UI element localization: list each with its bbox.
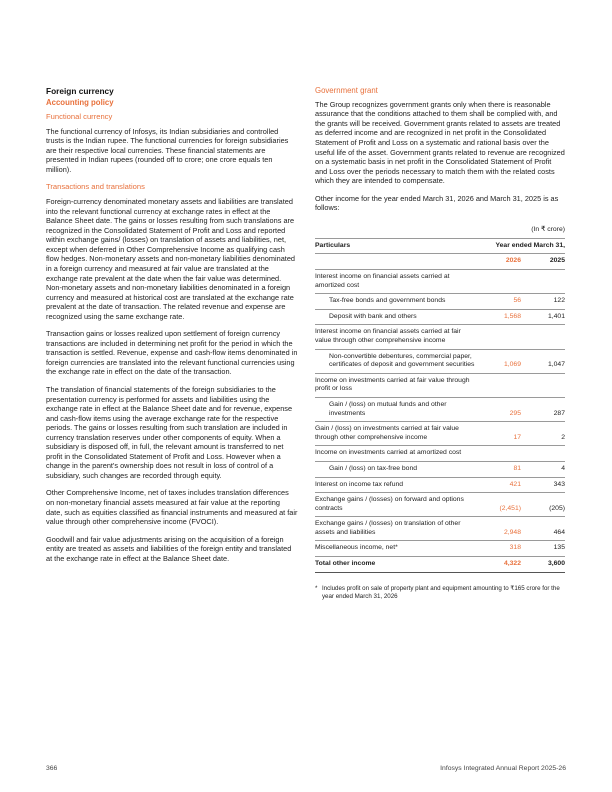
right-column (315, 86, 565, 601)
paragraph: Other Comprehensive Income, net of taxes includes translation differences on non-monetary financial assets measured at fair value at the reporting date, such as equities classified as financial instruments and measured at fair value through other comprehensive income (FVOCI). (46, 488, 298, 527)
table-header-row (315, 238, 565, 254)
row-label: Gain / (loss) on mutual funds and other investments (315, 397, 477, 421)
row-value-2025: 122 (521, 294, 565, 310)
row-value-2025 (521, 373, 565, 397)
table-row (315, 517, 565, 541)
table-row (315, 309, 565, 325)
row-label: Income on investments carried at fair value through profit or loss (315, 373, 477, 397)
row-value-2026: 421 (477, 477, 521, 493)
row-value-2026 (477, 446, 521, 462)
table-row (315, 373, 565, 397)
total-value-2025: 3,600 (521, 557, 565, 573)
row-value-2026: 2,948 (477, 517, 521, 541)
row-label: Gain / (loss) on tax-free bond (315, 461, 477, 477)
table-row (315, 270, 565, 294)
row-value-2026: 295 (477, 397, 521, 421)
row-value-2026: 1,069 (477, 349, 521, 373)
report-title: Infosys Integrated Annual Report 2025-26 (440, 765, 566, 772)
row-label: Deposit with bank and others (315, 309, 477, 325)
year-2025-header: 2025 (521, 254, 565, 270)
page-number: 366 (46, 765, 58, 772)
unit-label: (In ₹ crore) (531, 225, 565, 233)
table-row (315, 477, 565, 493)
row-value-2026: (2,451) (477, 493, 521, 517)
footnote-text: Includes profit on sale of property plant and equipment amounting to ₹165 crore for the year ended March 31, 2026 (321, 584, 560, 600)
row-label: Interest income on financial assets carried at fair value through other comprehensive income (315, 325, 477, 349)
row-label: Income on investments carried at amortized cost (315, 446, 477, 462)
row-value-2026 (477, 325, 521, 349)
row-value-2025: 2 (521, 422, 565, 446)
row-label: Tax-free bonds and government bonds (315, 294, 477, 310)
table-row (315, 349, 565, 373)
total-row (315, 557, 565, 573)
table-row (315, 422, 565, 446)
row-value-2025: 1,047 (521, 349, 565, 373)
table-row (315, 541, 565, 557)
footnote (315, 585, 565, 601)
row-value-2026 (477, 270, 521, 294)
other-income-intro: Other income for the year ended March 31, 2026 and March 31, 2025 is as follows: (315, 193, 559, 213)
paragraph: Goodwill and fair value adjustments arising on the acquisition of a foreign entity are treated as assets and liabilities of the foreign entity and translated at the exchange rate in effect at the Balance Sheet date. (46, 534, 292, 563)
row-value-2025 (521, 325, 565, 349)
row-value-2026: 318 (477, 541, 521, 557)
row-value-2025: 464 (521, 517, 565, 541)
table-row (315, 294, 565, 310)
paragraph: Foreign-currency denominated monetary assets and liabilities are translated into the relevant functional currency at exchange rates in effect at the Balance Sheet date. The gains or losses resulting from such translations are recognized in the Consolidated Statement of Profit and Loss and reported within exchange gains/ (losses) on translation of assets and liabilities, net, except when deferred in Other Comprehensive Income as qualifying cash flow hedges. Non-monetary assets and non-monetary liabilities denominated in a foreign currency and measured at fair value are translated at the exchange rate prevalent at the date when the fair value was determined. Non-monetary assets and non-monetary liabilities denominated in a foreign currency and measured at historical cost are translated at the exchange rate prevalent at the date of transaction. The related revenue and expense are recognized using the same exchange rate. (46, 197, 296, 321)
year-2026-header: 2026 (477, 254, 521, 270)
row-value-2025: 4 (521, 461, 565, 477)
foreign-currency-heading: Foreign currency (46, 86, 114, 96)
paragraph: The translation of financial statements of the foreign subsidiaries to the presentation currency is performed for assets and liabilities using the exchange rate in effect at the Balance Sheet date and for revenue, expense and cash-flow items using the average exchange rate for the respective periods. The gains or losses resulting from such translation are included in currency translation reserves under other components of equity. When a subsidiary is disposed off, in full, the relevant amount is transferred to net profit in the Consolidated Statement of Profit and Loss. However when a change in the parent's ownership does not result in loss of control of a subsidiary, such changes are recorded through equity. (46, 384, 293, 480)
government-grant-heading: Government grant (315, 86, 378, 95)
row-value-2025: 135 (521, 541, 565, 557)
table-row (315, 446, 565, 462)
table-row (315, 461, 565, 477)
particulars-header: Particulars (315, 238, 477, 254)
row-value-2025 (521, 446, 565, 462)
period-header: Year ended March 31, (477, 238, 565, 254)
row-value-2026: 1,568 (477, 309, 521, 325)
transactions-translations-title: Transactions and translations (46, 182, 145, 192)
total-value-2026: 4,322 (477, 557, 521, 573)
row-label: Interest income on financial assets carried at amortized cost (315, 270, 477, 294)
table-row (315, 493, 565, 517)
row-value-2025 (521, 270, 565, 294)
other-income-table (315, 238, 565, 573)
functional-currency-title: Functional currency (46, 111, 113, 121)
row-value-2025: 287 (521, 397, 565, 421)
row-value-2026 (477, 373, 521, 397)
table-row (315, 397, 565, 421)
row-label: Non-convertible debentures, commercial paper, certificates of deposit and government securities (315, 349, 477, 373)
left-column (46, 86, 298, 571)
accounting-policy-heading: Accounting policy (46, 98, 114, 107)
row-value-2025: 343 (521, 477, 565, 493)
row-label: Gain / (loss) on investments carried at fair value through other comprehensive income (315, 422, 477, 446)
paragraph: Transaction gains or losses realized upon settlement of foreign currency transactions are included in determining net profit for the period in which the transaction is settled. Revenue, expense and cash-flow items denominated in foreign currencies are translated into the relevant functional currencies using the exchange rate in effect on the date of the transaction. (46, 329, 298, 377)
row-value-2026: 56 (477, 294, 521, 310)
footnote-mark: * (315, 584, 318, 592)
table-row (315, 325, 565, 349)
row-value-2025: (205) (521, 493, 565, 517)
government-grant-text: The Group recognizes government grants only when there is reasonable assurance that the conditions attached to them shall be complied with, and the grants will be received. Government grants related to assets are treated as deferred income and are recognized in net profit in the Consolidated Statement of Profit and Loss on a systematic and rational basis over the useful life of the asset. Government grants related to revenue are recognized on a systematic basis in net profit in the Consolidated Statement of Profit and Loss over the periods necessary to match them with the related costs which they are intended to compensate. (315, 99, 565, 186)
row-value-2026: 17 (477, 422, 521, 446)
row-value-2026: 81 (477, 461, 521, 477)
row-value-2025: 1,401 (521, 309, 565, 325)
row-label: Exchange gains / (losses) on forward and options contracts (315, 493, 477, 517)
row-label: Exchange gains / (losses) on translation of other assets and liabilities (315, 517, 477, 541)
total-label: Total other income (315, 557, 477, 573)
functional-currency-text: The functional currency of Infosys, its Indian subsidiaries and controlled trusts is the Indian rupee. The functional currencies for foreign subsidiaries are their respective local currencies. These financial statements are presented in Indian rupees (rounded off to crore; one crore equals ten million). (46, 126, 289, 174)
row-label: Interest on income tax refund (315, 477, 477, 493)
year-header-row (315, 254, 565, 270)
row-label: Miscellaneous income, net* (315, 541, 477, 557)
